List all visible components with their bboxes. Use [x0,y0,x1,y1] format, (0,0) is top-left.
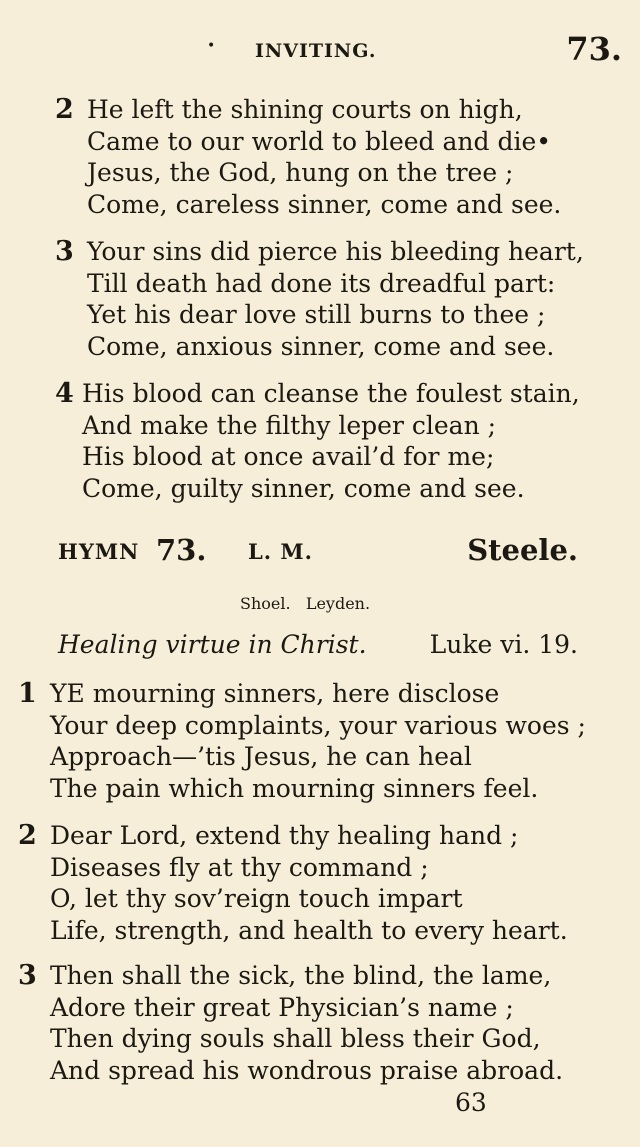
verse-line: Came to our world to bleed and die• [87,126,552,156]
tune-names: Shoel. Leyden. [240,594,371,613]
verse-line: His blood at once avail’d for me; [82,442,495,471]
stanza-number: 1 [18,678,37,709]
hymn-number-top: 73. [566,30,622,68]
verse-line: His blood can cleanse the foulest stain, [82,379,580,408]
verse-line: YE mourning sinners, here disclose [50,679,500,708]
stanza-number: 4 [55,378,74,409]
verse-line: Then shall the sick, the blind, the lame, [50,961,552,990]
ornament-dot: • [207,38,216,54]
verse-line: Come, anxious sinner, come and see. [87,331,555,361]
stanza [18,960,563,1086]
hymn-meter: L. M. [248,539,313,564]
stanza [18,820,568,946]
verse-line: Life, strength, and health to every heart. [50,915,568,945]
verse-line: And spread his wondrous praise abroad. [50,1055,564,1085]
running-head: INVITING. [255,40,377,62]
verse-line: Adore their great Physician’s name ; [50,992,514,1022]
hymn-subject: Healing virtue in Christ. [58,630,367,659]
stanza-number: 3 [55,236,74,267]
verse-line: Then dying souls shall bless their God, [50,1024,541,1053]
hymn-label: HYMN [58,539,140,564]
verse-line: Your deep complaints, your various woes ; [50,710,586,740]
verse-line: O, let thy sov’reign touch impart [50,884,463,913]
stanza-number: 2 [55,94,74,125]
hymn-author: Steele. [467,533,578,567]
verse-line: Till death had done its dreadful part: [87,268,556,298]
page-folio: 63 [455,1088,487,1117]
stanza [55,378,580,504]
verse-line: Yet his dear love still burns to thee ; [87,300,546,329]
verse-line: Your sins did pierce his bleeding heart, [87,237,584,266]
verse-line: The pain which mourning sinners feel. [50,773,539,803]
verse-line: Come, careless sinner, come and see. [87,189,562,219]
verse-line: He left the shining courts on high, [87,95,523,124]
verse-line: And make the filthy leper clean ; [82,410,497,440]
stanza [18,678,586,804]
verse-line: Jesus, the God, hung on the tree ; [87,158,514,187]
scripture-reference: Luke vi. 19. [429,630,578,659]
hymn-heading [58,533,578,573]
verse-line: Come, guilty sinner, come and see. [82,473,525,503]
verse-line: Diseases fly at thy command ; [50,852,429,882]
stanza [55,94,561,220]
stanza-number: 3 [18,960,37,991]
hymn-number: 73. [156,533,207,567]
verse-line: Dear Lord, extend thy healing hand ; [50,821,519,850]
stanza-number: 2 [18,820,37,851]
verse-line: Approach—’tis Jesus, he can heal [50,742,472,771]
stanza [55,236,584,362]
